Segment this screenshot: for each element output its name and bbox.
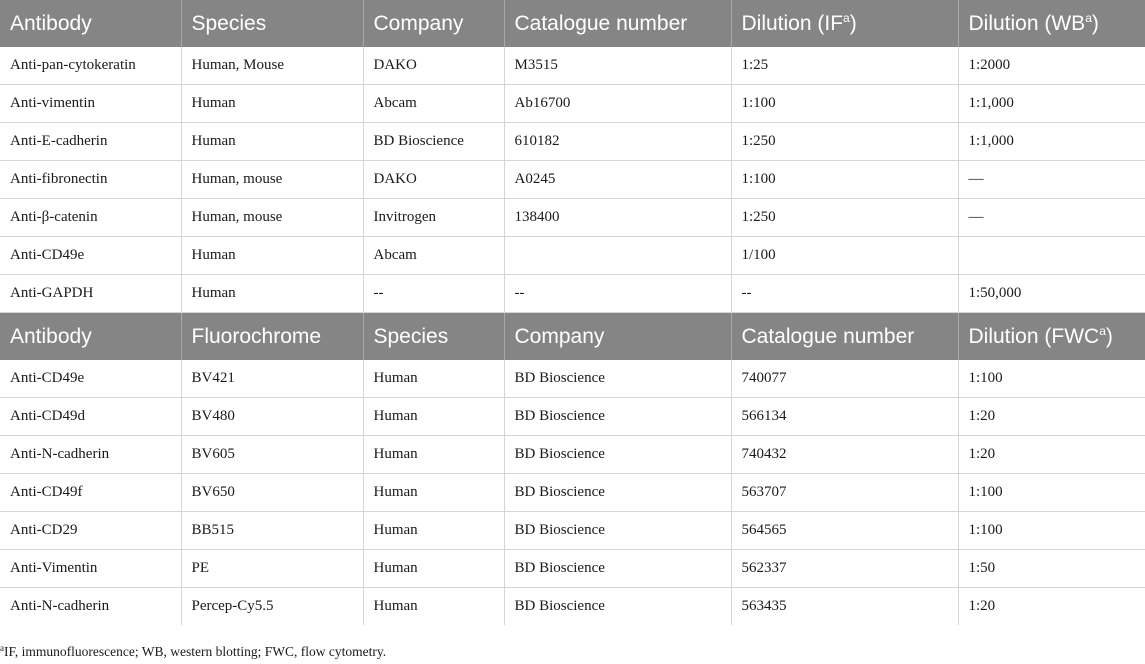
table-cell: Anti-GAPDH bbox=[0, 275, 181, 313]
table-cell: Percep-Cy5.5 bbox=[181, 588, 363, 626]
table-cell: Human bbox=[363, 436, 504, 474]
table-row bbox=[0, 199, 1145, 237]
table-cell: BV480 bbox=[181, 398, 363, 436]
table-row bbox=[0, 436, 1145, 474]
table-cell: 1:20 bbox=[958, 588, 1145, 626]
table-row bbox=[0, 237, 1145, 275]
table-row bbox=[0, 398, 1145, 436]
table-row bbox=[0, 161, 1145, 199]
table-cell: Anti-Vimentin bbox=[0, 550, 181, 588]
footnote-marker: a bbox=[843, 10, 850, 25]
table-row bbox=[0, 550, 1145, 588]
table-cell: 1:100 bbox=[958, 512, 1145, 550]
table-cell: 1/100 bbox=[731, 237, 958, 275]
table-cell: 563707 bbox=[731, 474, 958, 512]
footnote-text: IF, immunofluorescence; WB, western blotting; FWC, flow cytometry. bbox=[4, 644, 387, 659]
table-cell: 1:2000 bbox=[958, 47, 1145, 85]
table1-header-cell: Antibody bbox=[0, 0, 181, 47]
table-cell: BD Bioscience bbox=[504, 360, 731, 398]
table1-header-cell: Company bbox=[363, 0, 504, 47]
table-cell: Anti-vimentin bbox=[0, 85, 181, 123]
table-cell: Anti-CD49d bbox=[0, 398, 181, 436]
table1-header-cell: Species bbox=[181, 0, 363, 47]
table2-header bbox=[0, 313, 1145, 361]
table1-header-row bbox=[0, 0, 1145, 47]
table-cell: Human bbox=[363, 550, 504, 588]
table-cell: Anti-CD49e bbox=[0, 237, 181, 275]
table-cell: DAKO bbox=[363, 47, 504, 85]
table-cell: 1:100 bbox=[731, 161, 958, 199]
table-cell: Anti-CD29 bbox=[0, 512, 181, 550]
table-cell: Human bbox=[363, 360, 504, 398]
table-cell: -- bbox=[363, 275, 504, 313]
table-cell: 563435 bbox=[731, 588, 958, 626]
table1-header-cell: Catalogue number bbox=[504, 0, 731, 47]
table-cell: BV421 bbox=[181, 360, 363, 398]
table2-header-cell: Dilution (FWC$^a$) bbox=[958, 313, 1145, 361]
table-cell: Anti-N-cadherin bbox=[0, 436, 181, 474]
table2-body bbox=[0, 360, 1145, 625]
table-footnote bbox=[0, 644, 386, 660]
table-cell: Invitrogen bbox=[363, 199, 504, 237]
footnote-marker: a bbox=[1085, 10, 1092, 25]
table2-header-cell: Company bbox=[504, 313, 731, 361]
table-row bbox=[0, 474, 1145, 512]
table-cell: Human bbox=[363, 512, 504, 550]
table-cell: BV605 bbox=[181, 436, 363, 474]
table-cell: Human, Mouse bbox=[181, 47, 363, 85]
table-cell: 1:20 bbox=[958, 436, 1145, 474]
table-cell: 1:20 bbox=[958, 398, 1145, 436]
table-cell: BD Bioscience bbox=[504, 474, 731, 512]
table2-header-cell: Fluorochrome bbox=[181, 313, 363, 361]
table-cell bbox=[958, 237, 1145, 275]
table-cell: PE bbox=[181, 550, 363, 588]
table-cell: -- bbox=[731, 275, 958, 313]
table1-body bbox=[0, 47, 1145, 313]
table-cell: Human bbox=[181, 237, 363, 275]
table2-header-cell: Catalogue number bbox=[731, 313, 958, 361]
table2-header-row bbox=[0, 313, 1145, 361]
table-cell: Ab16700 bbox=[504, 85, 731, 123]
table-cell: A0245 bbox=[504, 161, 731, 199]
table-cell: Human bbox=[363, 398, 504, 436]
table-cell: DAKO bbox=[363, 161, 504, 199]
table-cell: BD Bioscience bbox=[504, 550, 731, 588]
table-cell: Anti-β-catenin bbox=[0, 199, 181, 237]
table-cell: Anti-E-cadherin bbox=[0, 123, 181, 161]
table-cell: 1:50 bbox=[958, 550, 1145, 588]
table-cell: Anti-N-cadherin bbox=[10, 598, 110, 614]
table-cell: Human bbox=[181, 85, 363, 123]
table-cell: 1:250 bbox=[731, 199, 958, 237]
table-cell: Human bbox=[363, 588, 504, 626]
table-cell: 566134 bbox=[731, 398, 958, 436]
table-cell: Human bbox=[363, 474, 504, 512]
table-row bbox=[0, 85, 1145, 123]
table-cell: Anti-CD49f bbox=[0, 474, 181, 512]
table-cell: 1:100 bbox=[958, 360, 1145, 398]
table-cell: 564565 bbox=[731, 512, 958, 550]
footnote-marker: a bbox=[1099, 323, 1106, 338]
table1-header-cell: Dilution $(WB^a)$ bbox=[958, 0, 1145, 47]
table-cell: Anti-CD49e bbox=[0, 360, 181, 398]
table-cell: M3515 bbox=[504, 47, 731, 85]
table-cell: — bbox=[958, 161, 1145, 199]
table-cell: 562337 bbox=[731, 550, 958, 588]
table-cell: 740077 bbox=[731, 360, 958, 398]
table-cell: BD Bioscience bbox=[504, 436, 731, 474]
table-cell: Abcam bbox=[363, 237, 504, 275]
table-row bbox=[0, 588, 1145, 626]
table-cell: Human bbox=[181, 275, 363, 313]
table-cell: Human, mouse bbox=[181, 161, 363, 199]
table-cell: -- bbox=[504, 275, 731, 313]
table-cell: Human bbox=[181, 123, 363, 161]
table2-header-cell: Species bbox=[363, 313, 504, 361]
table-row bbox=[0, 360, 1145, 398]
table-cell: 1:50,000 bbox=[958, 275, 1145, 313]
table-cell: 1:1,000 bbox=[958, 123, 1145, 161]
table-cell: 1:1,000 bbox=[958, 85, 1145, 123]
table-cell: — bbox=[958, 199, 1145, 237]
table-cell: BD Bioscience bbox=[504, 512, 731, 550]
table-cell: 1:100 bbox=[731, 85, 958, 123]
table-cell: BD Bioscience bbox=[504, 588, 731, 626]
table-cell: Human, mouse bbox=[181, 199, 363, 237]
footnote-marker: a bbox=[0, 643, 4, 653]
table-cell: BV650 bbox=[181, 474, 363, 512]
table-cell: BD Bioscience bbox=[363, 123, 504, 161]
table-cell: BD Bioscience bbox=[504, 398, 731, 436]
table-cell: 1:250 bbox=[731, 123, 958, 161]
table-cell: Anti-fibronectin bbox=[0, 161, 181, 199]
table-cell: 740432 bbox=[731, 436, 958, 474]
table1-header-cell: Dilution $(IF^a)$ bbox=[731, 0, 958, 47]
table-cell: 1:25 bbox=[731, 47, 958, 85]
table-cell: 610182 bbox=[504, 123, 731, 161]
table-row bbox=[0, 512, 1145, 550]
table2-header-cell: Antibody bbox=[0, 313, 181, 361]
table-cell: BB515 bbox=[181, 512, 363, 550]
table-cell bbox=[504, 237, 731, 275]
table-row bbox=[0, 47, 1145, 85]
table-cell: 1:100 bbox=[958, 474, 1145, 512]
table-cell: Anti-pan-cytokeratin bbox=[0, 47, 181, 85]
table-row bbox=[0, 123, 1145, 161]
table-row bbox=[0, 275, 1145, 313]
table-cell: Abcam bbox=[363, 85, 504, 123]
table1-header bbox=[0, 0, 1145, 47]
table-cell: 138400 bbox=[504, 199, 731, 237]
